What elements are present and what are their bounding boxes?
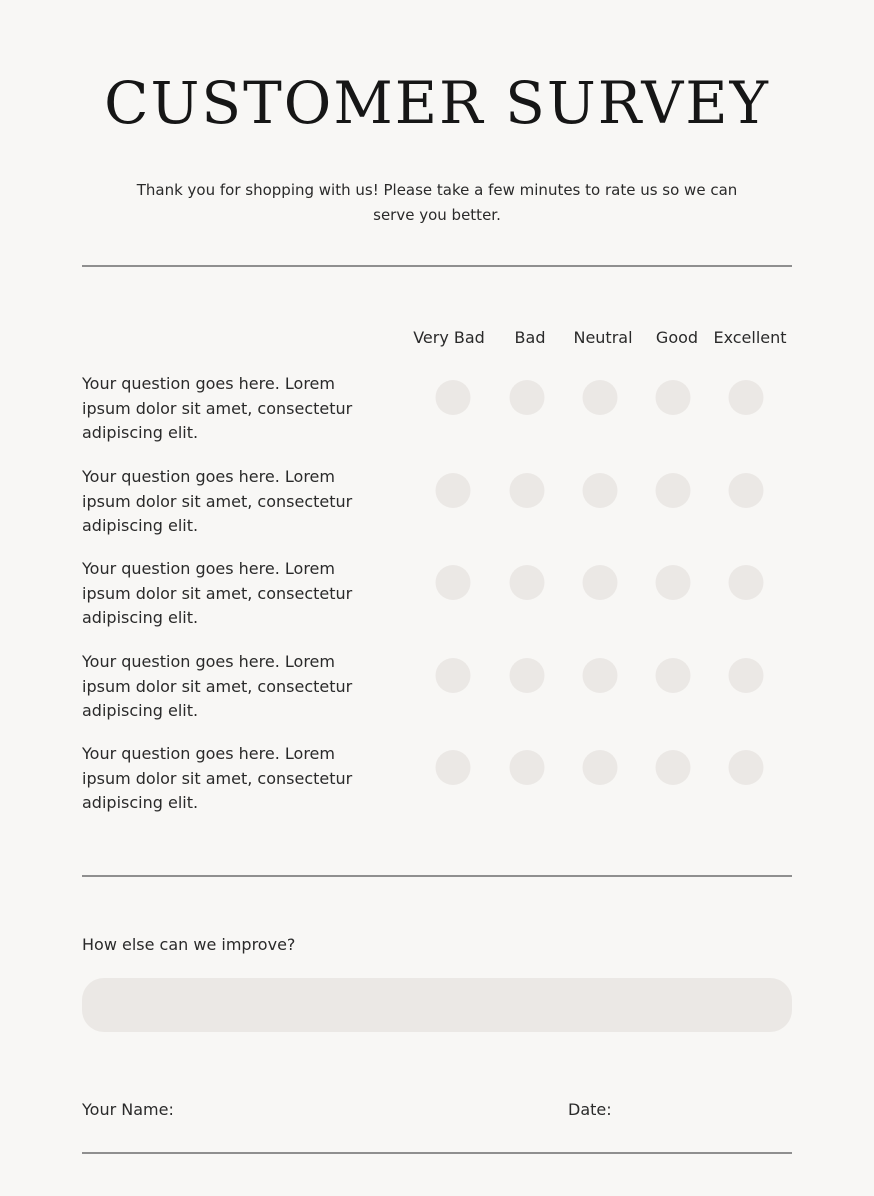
- rating-option-bad[interactable]: [510, 658, 545, 693]
- question-line: Your question goes here. Lorem: [82, 559, 335, 578]
- date-label: Date:: [568, 1100, 612, 1119]
- question-line: adipiscing elit.: [82, 516, 199, 535]
- question-line: ipsum dolor sit amet, consectetur: [82, 583, 353, 603]
- rating-option-excellent[interactable]: [729, 750, 764, 785]
- rating-option-excellent[interactable]: [729, 658, 764, 693]
- feedback-input[interactable]: [82, 978, 792, 1032]
- rating-option-very-bad[interactable]: [436, 658, 471, 693]
- date-field[interactable]: [620, 1094, 794, 1126]
- divider-middle: [82, 875, 792, 877]
- scale-label-good: Good: [655, 328, 699, 347]
- question-line: adipiscing elit.: [82, 701, 199, 720]
- rating-option-neutral[interactable]: [583, 658, 618, 693]
- question-line: adipiscing elit.: [82, 608, 199, 627]
- rating-option-excellent[interactable]: [729, 565, 764, 600]
- rating-option-good[interactable]: [656, 473, 691, 508]
- rating-option-very-bad[interactable]: [436, 565, 471, 600]
- rating-option-excellent[interactable]: [729, 380, 764, 415]
- question-line: Your question goes here. Lorem: [82, 467, 335, 486]
- rating-option-very-bad[interactable]: [436, 750, 471, 785]
- rating-option-neutral[interactable]: [583, 565, 618, 600]
- rating-scale-header: [0, 328, 874, 350]
- scale-label-excellent: Excellent: [713, 328, 787, 347]
- feedback-label: How else can we improve?: [82, 935, 296, 954]
- rating-option-very-bad[interactable]: [436, 380, 471, 415]
- question-row-2: [0, 465, 874, 539]
- name-label: Your Name:: [82, 1100, 174, 1119]
- rating-option-neutral[interactable]: [583, 380, 618, 415]
- divider-bottom: [82, 1152, 792, 1154]
- rating-option-excellent[interactable]: [729, 473, 764, 508]
- rating-option-good[interactable]: [656, 565, 691, 600]
- rating-option-good[interactable]: [656, 380, 691, 415]
- rating-option-good[interactable]: [656, 658, 691, 693]
- question-text: [82, 465, 392, 539]
- rating-option-bad[interactable]: [510, 565, 545, 600]
- question-line: ipsum dolor sit amet, consectetur: [82, 398, 353, 418]
- question-row-1: [0, 372, 874, 446]
- question-line: adipiscing elit.: [82, 793, 199, 812]
- question-text: [82, 557, 392, 631]
- intro-text: [80, 178, 794, 228]
- rating-option-neutral[interactable]: [583, 750, 618, 785]
- rating-option-neutral[interactable]: [583, 473, 618, 508]
- name-field[interactable]: [190, 1094, 554, 1126]
- question-line: ipsum dolor sit amet, consectetur: [82, 676, 353, 696]
- question-line: ipsum dolor sit amet, consectetur: [82, 491, 353, 511]
- question-text: [82, 650, 392, 724]
- question-line: adipiscing elit.: [82, 423, 199, 442]
- question-text: [82, 372, 392, 446]
- scale-label-neutral: Neutral: [573, 328, 633, 347]
- question-row-3: [0, 557, 874, 631]
- intro-line: Thank you for shopping with us! Please take a few minutes to rate us so we can: [136, 181, 738, 199]
- intro-line: serve you better.: [373, 206, 501, 224]
- page-title: CUSTOMER SURVEY: [104, 69, 770, 137]
- rating-option-bad[interactable]: [510, 473, 545, 508]
- scale-label-bad: Bad: [514, 328, 546, 347]
- rating-option-bad[interactable]: [510, 750, 545, 785]
- question-line: ipsum dolor sit amet, consectetur: [82, 768, 353, 788]
- question-line: Your question goes here. Lorem: [82, 652, 335, 671]
- question-row-4: [0, 650, 874, 724]
- scale-label-very-bad: Very Bad: [413, 328, 485, 347]
- rating-option-very-bad[interactable]: [436, 473, 471, 508]
- question-row-5: [0, 742, 874, 816]
- question-text: [82, 742, 392, 816]
- question-line: Your question goes here. Lorem: [82, 744, 335, 763]
- divider-top: [82, 265, 792, 267]
- question-line: Your question goes here. Lorem: [82, 374, 335, 393]
- rating-option-good[interactable]: [656, 750, 691, 785]
- rating-option-bad[interactable]: [510, 380, 545, 415]
